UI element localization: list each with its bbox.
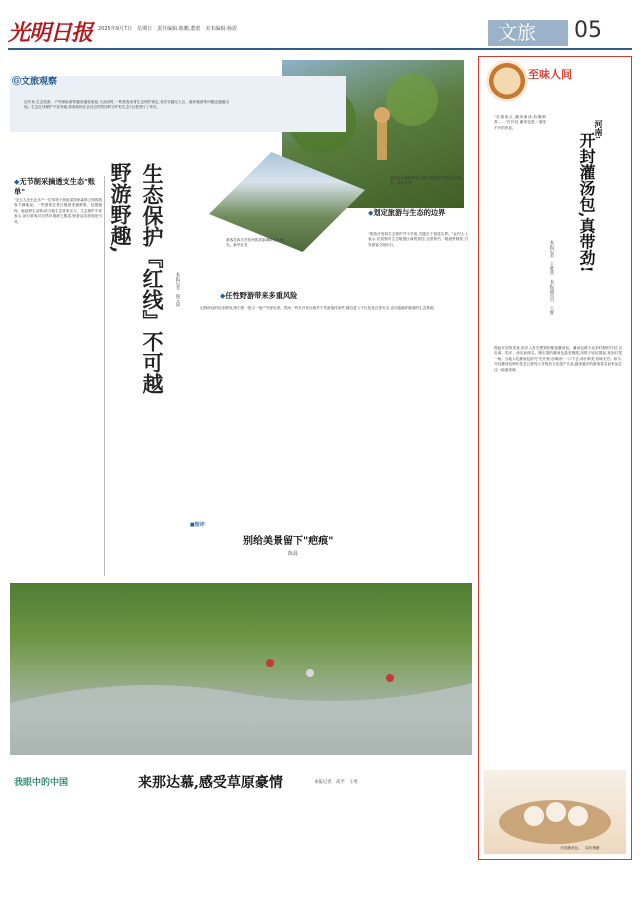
diamond-icon: ◆ (368, 209, 374, 217)
photo-soup-dumplings (484, 770, 626, 854)
sidebar-intro: "皮薄馅大,灌汤流油,软嫩鲜香……"在开封,灌汤包是一道绕不开的美食。 (494, 115, 546, 130)
review-author: 陈晨 (288, 551, 299, 557)
diamond-icon: ◆ (14, 178, 20, 186)
review-box (181, 520, 470, 580)
square-icon: ■ (190, 522, 195, 528)
sidebar-title: 开封灌汤包,真带劲! (577, 132, 596, 273)
caption-middle: 游客在四川甘孜州的高原湖畔徒步观光。新华社发 (226, 238, 284, 247)
dateline: 2025年9月7日 星期日 责任编辑:陈鹏,董蕾 美术编辑:杨震 (98, 26, 238, 32)
section-1-text: "怎么人比虫还多?"一位带孩子游览某国家森林公园的游客不满地说。一些游客在景区随意采摘野果、挖掘植物、驱赶野生动物,给当地生态带来压力。生态保护专家表示,部分游客对自然环境缺乏敬畏,野游活动需规范引导。 (14, 198, 102, 224)
observation-text: 近年来,生态旅游、户外探险游等越来越受欢迎,与此同时,一些游客违背生态保护规定,非法穿越无人区、破坏植被等问题也屡屡出现。生态红线保护不容突破,游客如何在亲近自然的同时守护好生态?记者进行了采访。 (24, 100, 229, 110)
photo-stream-hikers (10, 583, 472, 755)
header-rule (8, 48, 632, 50)
headline-line2: 生态保护『红线』不可越 (140, 163, 165, 394)
sidebar-logo: 至味人间 (528, 68, 572, 81)
bottom-title: 来那达慕,感受草原豪情 (138, 775, 283, 791)
subhead-3: ◆划定旅游与生态的边界 (368, 208, 446, 217)
column-rule (104, 176, 105, 576)
sidebar-photo-caption: 开封灌汤包。 周东梅摄 (560, 846, 600, 850)
page-number: 05 (574, 18, 602, 43)
subhead-1: ◆无节制采摘透支生态"账单" (14, 177, 96, 196)
review-title: 别给美景留下"疤痕" (243, 536, 334, 547)
section-3-text: "旅游开发和生态保护并不矛盾,关键在于划清边界。"业内人士表示,应加强对生态敏感区域的管控,完善预约、限流等制度,引导游客文明出行。 (368, 232, 468, 247)
sidebar-body: 提起开封的美食,很多人首先想到的便是灌汤包。灌汤包源于北宋时期的开封,以皮薄、馅多、汤足而闻名。刚出笼的灌汤包晶莹剔透,用筷子轻轻提起,犹如灯笼一般。当地人吃灌汤包讲究"先开窗,后喝汤",一口下去,汤汁鲜美,回味无穷。如今,开封灌汤包制作技艺已被列入非物质文化遗产名录,越来越多的游客慕名而来品尝这一地道美味。 (494, 346, 622, 372)
headline-line1: 野游野趣, (108, 162, 133, 254)
review-tag: ■短评 (190, 522, 205, 528)
masthead: 光明日报 (8, 20, 93, 46)
sidebar-byline: 本报记者 王胜昔 本报通讯员 王辉 (549, 240, 554, 315)
china-banner: 我眼中的中国 (14, 778, 69, 788)
section-2-text: 山野深处的徒步路线,吸引着一批又一批户外爱好者。然而一些未开发区域并不具备接待条件,擅自进入不仅危及自身安全,也可能破坏脆弱的生态系统。 (200, 306, 438, 310)
dumplings-illustration-icon (484, 770, 626, 854)
diamond-icon: ◆ (220, 292, 226, 300)
bottom-reporter: 本报记者 高平 王勇 (314, 780, 358, 785)
subhead-2: ◆任性野游带来多重风险 (220, 291, 298, 300)
main-reporter: 本报记者 鲁元珍 (175, 272, 180, 308)
caption-top-right: 游客在云南梅里雪山脚下的森林中体验徒步游乐。新华社发 (390, 176, 462, 185)
sidebar-place: 河南: (594, 120, 604, 139)
bowl-icon (486, 60, 528, 102)
stream-illustration-icon (10, 583, 472, 755)
observation-label: Ⓖ文旅观察 (12, 77, 58, 87)
g-logo-icon: Ⓖ (12, 77, 22, 87)
section-tab: 文旅 (488, 20, 568, 46)
